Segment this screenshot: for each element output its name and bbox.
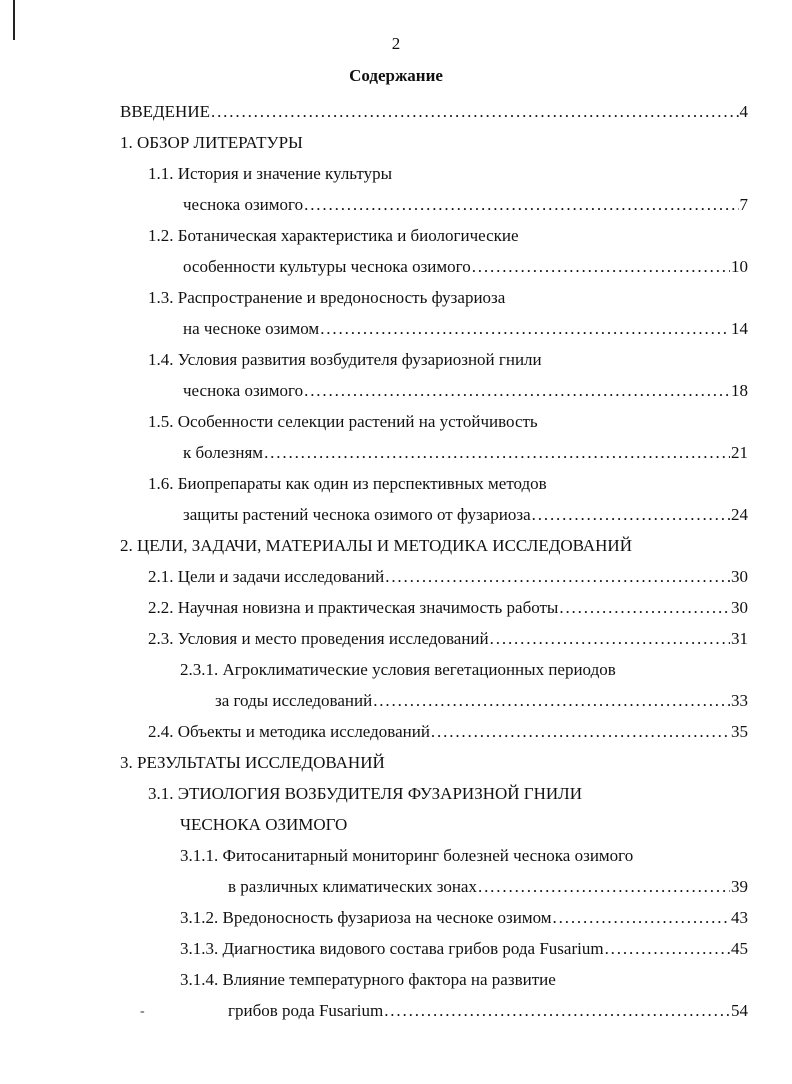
toc-entry-text: 3.1.3. Диагностика видового состава грибов рода Fusarium [180, 939, 604, 958]
dot-leader [304, 379, 730, 403]
toc-entry-text: 3.1.2. Вредоносность фузариоза на чесноке озимом [180, 908, 552, 927]
dot-leader [553, 906, 730, 930]
toc-entry [148, 286, 505, 310]
toc-entry-text: 2.3. Условия и место проведения исследований [148, 629, 489, 648]
dot-leader [490, 627, 730, 651]
toc-entry-text: 1.3. Распространение и вредоносность фузариоза [148, 288, 506, 307]
toc-entry-page: 24 [731, 505, 748, 524]
dot-leader [373, 689, 730, 713]
toc-entry-page: 10 [731, 257, 748, 276]
toc-entry-page: 4 [739, 102, 748, 121]
toc-entry [183, 193, 748, 217]
toc-entry-text: 1.4. Условия развития возбудителя фузариозной гнили [148, 350, 542, 369]
toc-entry-text: на чесноке озимом [183, 319, 320, 338]
toc-entry-page: 18 [731, 381, 748, 400]
toc-entry-text: 3.1.1. Фитосанитарный мониторинг болезней чеснока озимого [180, 846, 634, 865]
toc-entry-text: 1.1. История и значение культуры [148, 164, 393, 183]
dot-leader [472, 255, 730, 279]
toc-entry [148, 596, 748, 620]
dot-leader [559, 596, 730, 620]
toc-entry-text: грибов рода Fusarium [228, 1001, 384, 1020]
toc-entry-text: 1.2. Ботаническая характеристика и биологические [148, 226, 519, 245]
toc-title: Содержание [349, 66, 443, 85]
toc-entry [148, 162, 392, 186]
dot-leader [605, 937, 730, 961]
toc-entry [183, 441, 748, 465]
dot-leader [320, 317, 730, 341]
toc-entry [215, 689, 748, 713]
toc-entry-page: 45 [731, 939, 748, 958]
toc-entry-text: особенности культуры чеснока озимого [183, 257, 471, 276]
toc-entry-text: 3. РЕЗУЛЬТАТЫ ИССЛЕДОВАНИЙ [120, 753, 385, 772]
toc-entry [183, 379, 748, 403]
toc-entry-page: 30 [731, 598, 748, 617]
toc-entry-text: 3.1. ЭТИОЛОГИЯ ВОЗБУДИТЕЛЯ ФУЗАРИЗНОЙ ГНИЛИ [148, 784, 582, 803]
toc-entry [120, 751, 385, 775]
toc-entry [120, 131, 303, 155]
toc-entry-page: 39 [731, 877, 748, 896]
toc-entry-page: 30 [731, 567, 748, 586]
dot-leader [304, 193, 738, 217]
toc-entry-text: к болезням [183, 443, 264, 462]
page-number: 2 [391, 34, 401, 53]
toc-entry [120, 534, 632, 558]
toc-entry-page: 43 [731, 908, 748, 927]
toc-entry-page: 14 [731, 319, 748, 338]
toc-entry-text: 1.6. Биопрепараты как один из перспективных методов [148, 474, 547, 493]
toc-entry-text: ВВЕДЕНИЕ [120, 102, 210, 121]
toc-entry [180, 968, 556, 992]
toc-entry-text: 2. ЦЕЛИ, ЗАДАЧИ, МАТЕРИАЛЫ И МЕТОДИКА ИССЛЕДОВАНИЙ [120, 536, 632, 555]
toc-entry [180, 658, 616, 682]
toc-entry-page: 21 [731, 443, 748, 462]
toc-entry-page: 35 [731, 722, 748, 741]
toc-entry [148, 627, 748, 651]
toc-entry-text: 2.4. Объекты и методика исследований [148, 722, 430, 741]
toc-entry [180, 937, 748, 961]
dot-leader [264, 441, 730, 465]
toc-entry [148, 348, 542, 372]
toc-entry [183, 255, 748, 279]
toc-entry-text: 2.2. Научная новизна и практическая значимость работы [148, 598, 559, 617]
toc-entry-page: 31 [731, 629, 748, 648]
toc-entry [148, 410, 538, 434]
toc-entry [180, 844, 633, 868]
toc-entry [183, 317, 748, 341]
toc-entry [148, 565, 748, 589]
toc-entry [228, 999, 748, 1023]
toc-entry-page: 7 [739, 195, 748, 214]
dot-leader [478, 875, 730, 899]
toc-entry [148, 224, 519, 248]
toc-entry [148, 782, 582, 806]
toc-entry-text: 2.1. Цели и задачи исследований [148, 567, 385, 586]
scan-mark: - [140, 1004, 145, 1019]
toc-entry [180, 813, 347, 837]
toc-entry-page: 54 [731, 1001, 748, 1020]
toc-entry [228, 875, 748, 899]
toc-entry-page: 33 [731, 691, 748, 710]
dot-leader [211, 100, 739, 124]
toc-entry-text: в различных климатических зонах [228, 877, 477, 896]
dot-leader [532, 503, 730, 527]
toc-entry [148, 472, 547, 496]
toc-entry [120, 100, 748, 124]
dot-leader [384, 999, 730, 1023]
toc-entry [148, 720, 748, 744]
dot-leader [385, 565, 730, 589]
toc-entry [183, 503, 748, 527]
toc-entry-text: 2.3.1. Агроклиматические условия вегетационных периодов [180, 660, 616, 679]
toc-entry-text: чеснока озимого [183, 195, 304, 214]
toc-entry-text: за годы исследований [215, 691, 373, 710]
toc-entry-text: 3.1.4. Влияние температурного фактора на развитие [180, 970, 556, 989]
toc-entry-text: чеснока озимого [183, 381, 304, 400]
toc-entry-text: 1.5. Особенности селекции растений на устойчивость [148, 412, 538, 431]
dot-leader [431, 720, 730, 744]
toc-entry-text: ЧЕСНОКА ОЗИМОГО [180, 815, 348, 834]
toc-entry-text: защиты растений чеснока озимого от фузариоза [183, 505, 531, 524]
toc-entry [180, 906, 748, 930]
toc-entry-text: 1. ОБЗОР ЛИТЕРАТУРЫ [120, 133, 303, 152]
